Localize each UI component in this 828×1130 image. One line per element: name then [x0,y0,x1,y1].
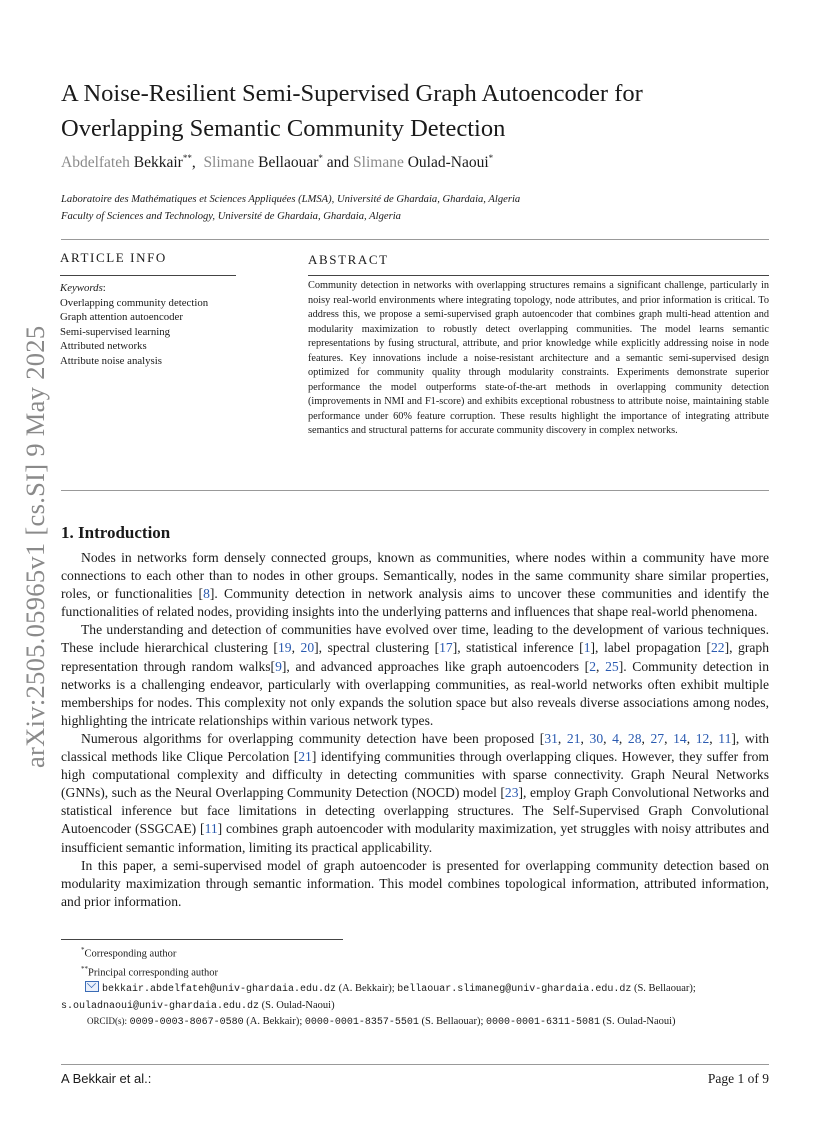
divider [60,275,236,276]
footnote-mark: * [81,946,85,954]
footnotes [61,943,769,1031]
citation-link[interactable]: 28 [627,730,642,746]
citation-link[interactable]: 30 [589,730,604,746]
text: ]. Community detection in network analysis aims to uncover these communities and identify the functionalities of related nodes, providing insights into the underlying patterns and influences that shape real-world phenomena. [61,586,770,620]
envelope-icon [85,981,99,992]
article-info-heading: ARTICLE INFO [60,250,167,265]
text: Nodes in networks form densely connected groups, known as communities, where nodes within a community have more connections to each other than to nodes in other groups. Semantically, nodes in the same community share similar properties, roles, or functionalities [ [61,550,769,602]
citation-link[interactable]: 8 [203,586,210,602]
title-line-2: Overlapping Semantic Community Detection [61,115,506,142]
section-heading-introduction: 1. Introduction [61,523,171,542]
citation-link[interactable]: 2 [589,658,597,674]
orcid-label: ORCID(s): [87,1016,127,1026]
citation-link[interactable]: 14 [673,730,687,746]
keywords-label: Keywords [60,282,103,294]
citation-link[interactable]: 21 [566,730,581,746]
text: ], with classical methods like Clique Percolation [ [61,730,770,765]
citation-link[interactable]: 22 [710,640,725,656]
title-line-1: A Noise-Resilient Semi-Supervised Graph Autoencoder for [61,80,643,107]
text: ], graph representation through random walks[ [61,640,769,674]
affiliation: Laboratoire des Mathématiques et Sciences Appliquées (LMSA), Université de Ghardaia, Ghardaia, Algeria [61,194,521,205]
footnote-text: Principal corresponding author [88,967,219,979]
text: ] combines graph autoencoder with modularity maximization, yet struggles with noisy attributes and insufficient semantic information, limiting its practical applicability. [61,821,769,855]
paragraph [61,549,769,621]
text: ], label propagation [ [590,640,711,656]
orcid-link[interactable]: 0009-0003-8067-0580 [129,1017,244,1028]
orcid-line [61,1014,769,1031]
text: (S. Bellaouar); [631,983,696,994]
paragraph: Numerous algorithms for overlapping community detection have been proposed [31, 21, 30, 4, 28, 27, 14, 12, 11], with classical methods like Clique Percolation [21] identifying communities through overlapping cliques. However, they suffer from high computational complexity and difficulty in detecting communities with sparse connectivity. Graph Neural Networks (GNNs), such as the Neural Overlapping Community Detection (NOCD) model [23], employ Graph Convolutional Networks and statistical inference but face limitations in detecting overlapping structures. The Self-Supervised Graph Convolutional Autoencoder (SSGCAE) [11] combines graph autoencoder with modularity maximization, yet struggles with noisy attributes and insufficient semantic information, limiting its practical applicability. [61,730,770,855]
author-list [61,153,493,172]
abstract-heading: ABSTRACT [308,252,389,267]
paragraph: In this paper, a semi-supervised model of graph autoencoder is presented for overlapping community detection based on modularity maximization through semantic information. This model combines topological information, attributed information, and prior information. [61,857,769,909]
keyword: Attribute noise analysis [60,354,162,367]
text: ] identifying communities through overlapping cliques. However, they suffer from high computational complexity and difficulty in detecting communities with sparse connectivity. Graph Neural Networks (GNNs), such as the Neural Overlapping Community Detection (NOCD) model [ [61,749,769,801]
citation-link[interactable]: 11 [204,821,218,837]
text: ], statistical inference [ [452,640,584,656]
author-last-name: Bekkair [133,154,183,172]
text: (A. Bekkair); [243,1016,305,1027]
email-link[interactable]: bekkair.abdelfateh@univ-ghardaia.edu.dz [102,984,337,995]
email-line [61,981,769,998]
keyword: Attributed networks [60,340,147,353]
keyword: Semi-supervised learning [60,325,171,338]
divider [61,490,769,491]
citation-link[interactable]: 12 [695,730,710,746]
footer-divider [61,1064,769,1065]
author-separator: , [191,154,196,172]
introduction-body [61,549,769,911]
citation-link[interactable]: 1 [583,640,591,656]
author-mark: ** [182,153,192,163]
text: ], employ Graph Convolutional Networks and statistical inference but face limitations in detecting overlapping structures. The Self-Supervised Graph Convolutional Autoencoder (SSGCAE) [ [61,785,769,837]
citation-link[interactable]: 27 [650,730,665,746]
divider [61,239,769,240]
footnote-text: Corresponding author [84,948,177,960]
affiliation: Faculty of Sciences and Technology, Université de Ghardaia, Ghardaia, Algeria [61,211,401,222]
citation-link[interactable]: 21 [298,749,312,765]
text: (S. Oulad-Naoui) [600,1016,676,1027]
footnote [61,962,769,981]
citation-link[interactable]: 31 [544,730,558,746]
footnote [61,943,769,962]
text: ], spectral clustering [ [314,640,440,656]
author-mark: * [318,153,323,163]
abstract-text: Community detection in networks with overlapping structures remains a significant challenge, particularly in noisy real-world environments where integrating topology, node attributes, and prior information is critical. To address this, we propose a semi-supervised graph autoencoder that combines graph multi-head attention and modularity maximization to robustly detect overlapping communities. The model learns semantic representations by fusing structural, attribute, and prior knowledge while explicitly addressing noise in node features. Key innovations include a noise-resistant architecture and a semantic semi-supervised design optimized for community quality through modularity constraints. Experiments demonstrate superior performance the model outperforms state-of-the-art methods in overlapping community detection (improvements in NMI and F1-score) and exhibits exceptional robustness to attribute noise, maintaining stable performance under 60% feature corruption. These results highlight the importance of integrating attribute semantics and structural patterns for accurate community discovery in complex networks. [308,280,769,436]
paragraph: The understanding and detection of communities have evolved over time, leading to the development of various techniques. These include hierarchical clustering [19, 20], spectral clustering [17], statistical inference [1], label propagation [22], graph representation through random walks[9], and advanced approaches like graph autoencoders [2, 25]. Community detection in networks is a challenging endeavor, particularly with overlapping communities, as real-world networks often exhibit multiple memberships for nodes. This complexity not only expands the solution space but also reveals diverse associations among nodes, highlighting the intricate relationships within various network types. [61,622,769,728]
orcid-link[interactable]: 0000-0001-6311-5081 [486,1017,601,1028]
citation-link[interactable]: 4 [612,730,619,746]
orcid-link[interactable]: 0000-0001-8357-5501 [304,1017,419,1028]
text: (S. Bellaouar); [418,1016,486,1027]
page-number: Page 1 of 9 [707,1071,769,1086]
keywords-colon: : [102,282,106,294]
text: (A. Bekkair); [336,983,398,994]
text: Numerous algorithms for overlapping community detection have been proposed [ [81,730,545,746]
citation-link[interactable]: 9 [275,658,282,674]
email-line [61,998,769,1015]
author-last-name: Oulad-Naoui [407,154,489,172]
email-link[interactable]: s.ouladnaoui@univ-ghardaia.edu.dz [61,1000,260,1012]
keywords-block [60,281,208,369]
citation-link[interactable]: 17 [439,640,453,656]
author-first-name: Abdelfateh [61,154,130,172]
citation-link[interactable]: 20 [300,640,315,656]
divider [308,275,769,276]
paper-title [61,76,761,146]
footer-running-head: A Bekkair et al.: [61,1071,152,1086]
keyword: Overlapping community detection [60,296,209,309]
text: (S. Oulad-Naoui) [259,999,335,1011]
footnote-mark: ** [81,965,88,973]
citation-link[interactable]: 23 [504,785,519,801]
arxiv-stamp: arXiv:2505.05965v1 [cs.SI] 9 May 2025 [20,325,50,768]
citation-link[interactable]: 19 [277,640,292,656]
text: The understanding and detection of communities have evolved over time, leading to the development of various techniques. These include hierarchical clustering [ [61,622,769,656]
author-last-name: Bellaouar [258,154,319,172]
text: ]. Community detection in networks is a challenging endeavor, particularly with overlapping communities, as real-world networks often exhibit multiple memberships for nodes. This complexity not only expands the solution space but also reveals diverse associations among nodes, highlighting the intricate relationships within various network types. [61,658,769,728]
footnote-divider [61,939,343,940]
author-separator: and [326,154,350,172]
citation-link[interactable]: 11 [718,730,732,746]
citation-link[interactable]: 25 [605,658,619,674]
author-mark: * [488,153,494,163]
email-link[interactable]: bellaouar.slimaneg@univ-ghardaia.edu.dz [397,984,632,995]
author-first-name: Slimane [203,154,255,172]
keyword: Graph attention autoencoder [60,311,183,324]
author-first-name: Slimane [353,154,404,172]
text: ], and advanced approaches like graph autoencoders [ [281,658,590,674]
